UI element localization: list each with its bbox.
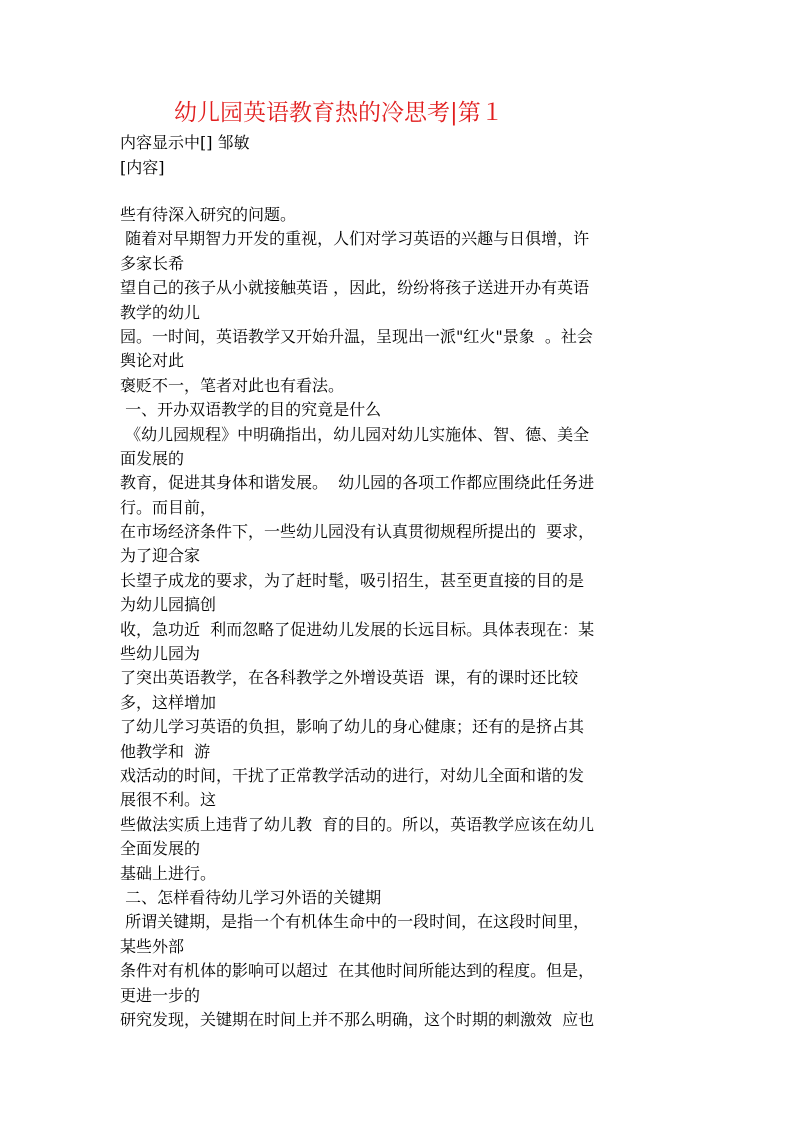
document-body (120, 203, 680, 1032)
body-line: 在市场经济条件下，一些幼儿园没有认真贯彻规程所提出的 要求， (120, 522, 595, 542)
body-line: 随着对早期智力开发的重视，人们对学习英语的兴趣与日俱增，许 (120, 229, 590, 249)
body-line: 了幼儿学习英语的负担，影响了幼儿的身心健康；还有的是挤占其 (120, 717, 585, 737)
body-line: 某些外部 (120, 936, 185, 956)
body-line: 展很不利。这 (120, 790, 217, 810)
body-line: 所谓关键期，是指一个有机体生命中的一段时间，在这段时间里， (120, 912, 590, 932)
body-line: 收，急功近 利而忽略了促进幼儿发展的长远目标。具体表现在：某 (120, 619, 595, 639)
body-line: 长望子成龙的要求，为了赶时髦，吸引招生，甚至更直接的目的是 (120, 570, 585, 590)
body-line: 一、开办双语教学的目的究竟是什么 (120, 400, 382, 420)
body-line: 条件对有机体的影响可以超过 在其他时间所能达到的程度。但是， (120, 961, 595, 981)
body-line: 舆论对此 (120, 351, 185, 371)
body-line: 教学的幼儿 (120, 302, 201, 322)
body-line: 二、怎样看待幼儿学习外语的关键期 (120, 887, 382, 907)
body-line: 基础上进行。 (120, 863, 217, 883)
body-line: 褒贬不一，笔者对此也有看法。 (120, 375, 345, 395)
body-line: 教育，促进其身体和谐发展。 幼儿园的各项工作都应围绕此任务进 (120, 473, 595, 493)
body-line: 些做法实质上违背了幼儿教 育的目的。所以，英语教学应该在幼儿 (120, 814, 595, 834)
body-line: 研究发现，关键期在时间上并不那么明确，这个时期的刺激效 应也 (120, 1009, 595, 1029)
body-line: 望自己的孩子从小就接触英语 ，因此，纷纷将孩子送进开办有英语 (120, 278, 590, 298)
document-title: 幼儿园英语教育热的冷思考|第１ (174, 100, 504, 126)
body-line: 些有待深入研究的问题。 (120, 205, 297, 224)
body-line: 全面发展的 (120, 839, 201, 859)
body-line: 些幼儿园为 (120, 644, 201, 664)
document-meta-content-label: [内容] (120, 158, 165, 177)
body-line: 面发展的 (120, 448, 185, 468)
body-line: 更进一步的 (120, 985, 201, 1005)
body-line: 多家长希 (120, 253, 185, 273)
body-line: 《幼儿园规程》中明确指出，幼儿园对幼儿实施体、智、德、美全 (120, 424, 590, 444)
document-meta-author: 内容显示中[] 邹敏 (120, 133, 250, 152)
body-line: 戏活动的时间，干扰了正常教学活动的进行，对幼儿全面和谐的发 (120, 765, 585, 785)
body-line: 多，这样增加 (120, 692, 217, 712)
body-line: 为幼儿园搞创 (120, 595, 217, 615)
body-line: 他教学和 游 (120, 741, 211, 761)
body-line: 行。而目前， (120, 497, 217, 517)
body-line: 园。一时间，英语教学又开始升温，呈现出一派"红火"景象 。社会 (120, 326, 593, 346)
body-line: 了突出英语教学，在各科教学之外增设英语 课，有的课时还比较 (120, 668, 579, 688)
body-line: 为了迎合家 (120, 546, 201, 566)
